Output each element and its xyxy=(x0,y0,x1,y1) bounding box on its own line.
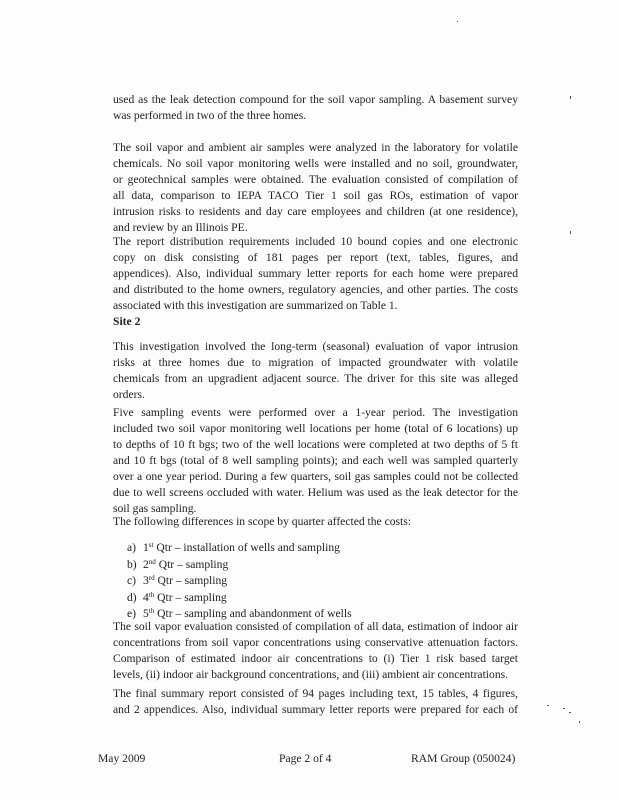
list-item xyxy=(127,557,352,574)
paragraph-leak-detection xyxy=(113,92,518,124)
scan-speck xyxy=(570,231,571,234)
paragraph-analysis xyxy=(113,140,518,236)
text-line: included two soil vapor monitoring well locations per home (total of 6 locations) up xyxy=(113,422,518,435)
list-item xyxy=(127,573,352,590)
section-heading: Site 2 xyxy=(113,315,141,328)
text-line: chemicals from an upgradient adjacent source. The driver for this site was alleged xyxy=(113,372,518,385)
quarter-description: Qtr – sampling xyxy=(154,574,228,587)
ordinal-suffix: rd xyxy=(148,574,155,582)
paragraph-investigation xyxy=(113,339,518,403)
quarter-number: 5 xyxy=(143,607,149,620)
text-line: levels, (ii) indoor air background concentrations, and (iii) ambient air concentrations. xyxy=(113,668,509,681)
text-line: The soil vapor and ambient air samples were analyzed in the laboratory for volatile xyxy=(113,141,518,154)
text-line: The soil vapor evaluation consisted of compilation of all data, estimation of indoor air xyxy=(113,620,518,633)
text-line: soil gas sampling. xyxy=(113,502,197,515)
ordinal-suffix: st xyxy=(148,541,154,549)
scan-speck xyxy=(457,21,458,22)
scan-speck xyxy=(569,712,571,713)
text-line: and 2 appendices. Also, individual summary letter reports were prepared for each of xyxy=(113,703,518,716)
text-line: and distributed to the home owners, regulatory agencies, and other parties. The costs xyxy=(113,283,518,296)
text-line: appendices). Also, individual summary letter reports for each home were prepared xyxy=(113,267,518,280)
text-line: Five sampling events were performed over a 1-year period. The investigation xyxy=(113,406,518,419)
text-line: used as the leak detection compound for the soil vapor sampling. A basement survey xyxy=(113,93,518,106)
paragraph-report-distribution xyxy=(113,234,518,314)
quarter-description: Qtr – sampling xyxy=(154,590,227,604)
text-line: or geotechnical samples were obtained. The evaluation consisted of compilation of xyxy=(113,173,518,186)
quarter-description: Qtr – sampling and abandonment of wells xyxy=(154,607,352,620)
quarter-description: Qtr – sampling xyxy=(155,557,229,571)
paragraph-scope-intro xyxy=(113,514,518,530)
list-item xyxy=(127,540,352,557)
scan-speck xyxy=(547,705,549,706)
text-line: The report distribution requirements included 10 bound copies and one electronic xyxy=(113,235,518,248)
text-line: Comparison of estimated indoor air concentrations to (i) Tier 1 risk based target xyxy=(113,652,518,665)
text-line: due to well screens occluded with water. Helium was used as the leak detector for the xyxy=(113,486,518,499)
paragraph-sampling-events xyxy=(113,405,518,517)
scan-speck xyxy=(570,96,571,99)
footer-page-number: Page 2 of 4 xyxy=(279,752,332,765)
text-line: This investigation involved the long-term (seasonal) evaluation of vapor intrusion xyxy=(113,340,518,353)
quarter-number: 3 xyxy=(143,574,149,587)
text-line: associated with this investigation are summarized on Table 1. xyxy=(113,299,398,312)
footer-company: RAM Group (050024) xyxy=(411,752,516,765)
list-marker: e) xyxy=(127,607,137,620)
quarter-number: 1 xyxy=(143,541,149,554)
quarter-number: 4 xyxy=(143,590,149,604)
list-marker: a) xyxy=(127,541,137,554)
text-line: all data, comparison to IEPA TACO Tier 1 soil gas ROs, estimation of vapor xyxy=(113,189,518,202)
text-line: was performed in two of the three homes. xyxy=(113,109,307,122)
text-line: The following differences in scope by quarter affected the costs: xyxy=(113,515,412,528)
list-marker: b) xyxy=(127,557,137,571)
text-line: The final summary report consisted of 94 pages including text, 15 tables, 4 figures, xyxy=(113,687,518,700)
text-line: and 10 ft bgs (total of 8 well sampling points); and each well was sampled quarterly xyxy=(113,454,518,467)
list-marker: c) xyxy=(127,574,137,587)
text-line: concentrations from soil vapor concentrations using conservative attenuation factors. xyxy=(113,636,518,649)
list-item xyxy=(127,590,352,607)
text-line: orders. xyxy=(113,388,145,401)
quarter-number: 2 xyxy=(143,557,149,571)
paragraph-final-report xyxy=(113,686,518,718)
ordinal-suffix: th xyxy=(148,590,155,599)
quarter-list xyxy=(127,540,352,623)
footer-date: May 2009 xyxy=(98,752,146,765)
text-line: to depths of 10 ft bgs; two of the well locations were completed at two depths of 5 ft xyxy=(113,438,518,451)
text-line: over a one year period. During a few quarters, soil gas samples could not be collected xyxy=(113,470,518,483)
text-line: and review by an Illinois PE. xyxy=(113,221,248,234)
ordinal-suffix: th xyxy=(148,607,155,615)
ordinal-suffix: nd xyxy=(148,557,156,566)
text-line: chemicals. No soil vapor monitoring wells were installed and no soil, groundwater, xyxy=(113,157,518,170)
scan-speck xyxy=(579,721,580,723)
scan-speck xyxy=(563,708,565,709)
text-line: risks at three homes due to migration of impacted groundwater with volatile xyxy=(113,356,518,369)
quarter-description: Qtr – installation of wells and sampling xyxy=(153,541,340,554)
list-marker: d) xyxy=(127,590,137,604)
text-line: copy on disk consisting of 181 pages per report (text, tables, figures, and xyxy=(113,251,518,264)
paragraph-soil-vapor-evaluation xyxy=(113,619,518,683)
text-line: intrusion risks to residents and day care employees and children (at one residence), xyxy=(113,205,518,218)
